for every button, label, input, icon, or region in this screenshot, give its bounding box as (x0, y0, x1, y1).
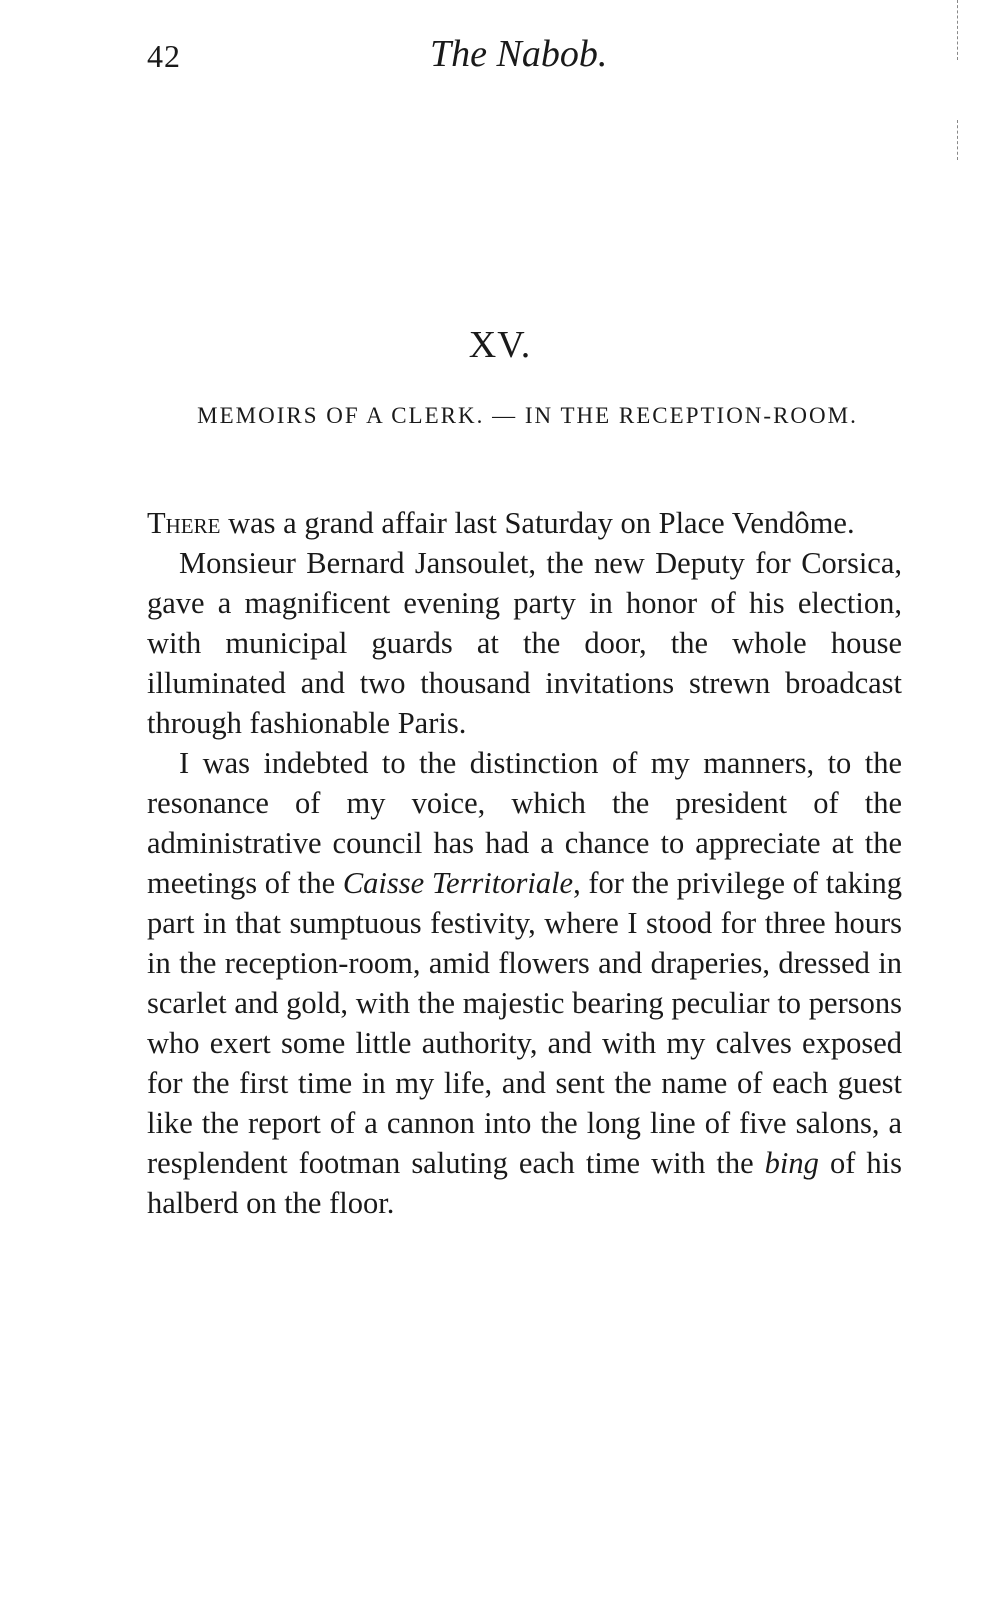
paragraph-text: Monsieur Bernard Jansoulet, the new Deputy for Corsica, gave a magnificent evening party in honor of his election, with municipal guards at the door, the whole house illuminated and two thousand invitations strewn broadcast through fashionable Paris. (147, 546, 902, 740)
chapter-number: XV. (468, 324, 532, 366)
paragraph (147, 743, 902, 1223)
page-number: 42 (147, 38, 181, 74)
chapter-title: MEMOIRS OF A CLERK. — IN THE RECEPTION-ROOM. (197, 403, 858, 428)
paragraph-text: was a grand affair last Saturday on Place Vendôme. (220, 506, 855, 540)
paragraph (147, 503, 902, 543)
running-title: The Nabob. (430, 33, 608, 75)
page-edge-mark (957, 0, 958, 60)
paragraph-text: of his halberd on the floor. (147, 1146, 902, 1220)
italic-phrase: Caisse Territoriale (342, 866, 574, 900)
italic-word: bing (764, 1146, 819, 1180)
paragraph-text: I was indebted to the distinction of my manners, to the resonance of my voice, which the president of the administrative council has had a chance to appreciate at the meetings of the (147, 746, 902, 900)
paragraph (147, 543, 902, 743)
paragraph-text: , for the privilege of taking part in that sumptuous festivity, where I stood for three hours in the reception-room, amid flowers and draperies, dressed in scarlet and gold, with the majestic bearing peculiar to persons who exert some little authority, and with my calves exposed for the first time in my life, and sent the name of each guest like the report of a cannon into the long line of five salons, a resplendent footman saluting each time with the (147, 866, 902, 1180)
paragraph-lead-word: There (147, 506, 221, 540)
body-text (147, 503, 902, 1223)
page-edge-mark (957, 120, 958, 160)
